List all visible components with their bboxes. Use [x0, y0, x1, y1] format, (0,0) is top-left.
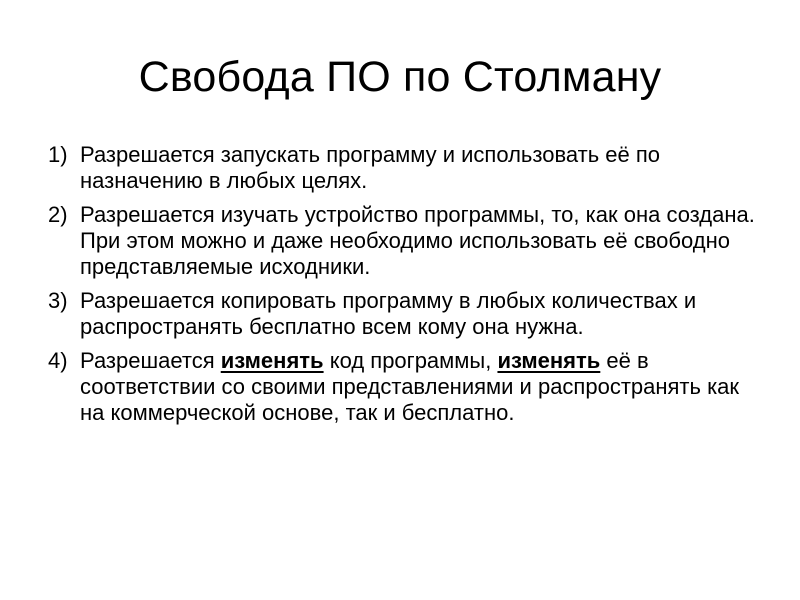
- item-text: Разрешается изучать устройство программы, то, как она создана. При этом можно и даже необходимо использовать её свободно представляемые исходники.: [80, 202, 755, 279]
- item-number: 1): [48, 142, 68, 167]
- item-text: [80, 348, 768, 426]
- list-item: [48, 288, 768, 340]
- item-text-part: Разрешается: [80, 348, 221, 373]
- list-item: [48, 202, 768, 280]
- list-item: [48, 348, 768, 426]
- item-text: Разрешается копировать программу в любых количествах и распространять бесплатно всем кому она нужна.: [80, 288, 697, 339]
- slide-title: Свобода ПО по Столману: [138, 53, 662, 101]
- item-number: 3): [48, 288, 68, 313]
- list-item: [48, 142, 768, 194]
- emphasized-word: изменять: [220, 348, 324, 373]
- freedom-list: [48, 142, 768, 434]
- item-text-part: код программы,: [323, 348, 498, 373]
- item-text-part: её в соответствии со своими представлениями и распространять как на коммерческой основе, так и бесплатно.: [80, 348, 740, 425]
- item-number: 2): [48, 202, 68, 227]
- item-text: Разрешается запускать программу и использовать её по назначению в любых целях.: [80, 142, 661, 193]
- item-number: 4): [48, 348, 68, 373]
- emphasized-word: изменять: [497, 348, 601, 373]
